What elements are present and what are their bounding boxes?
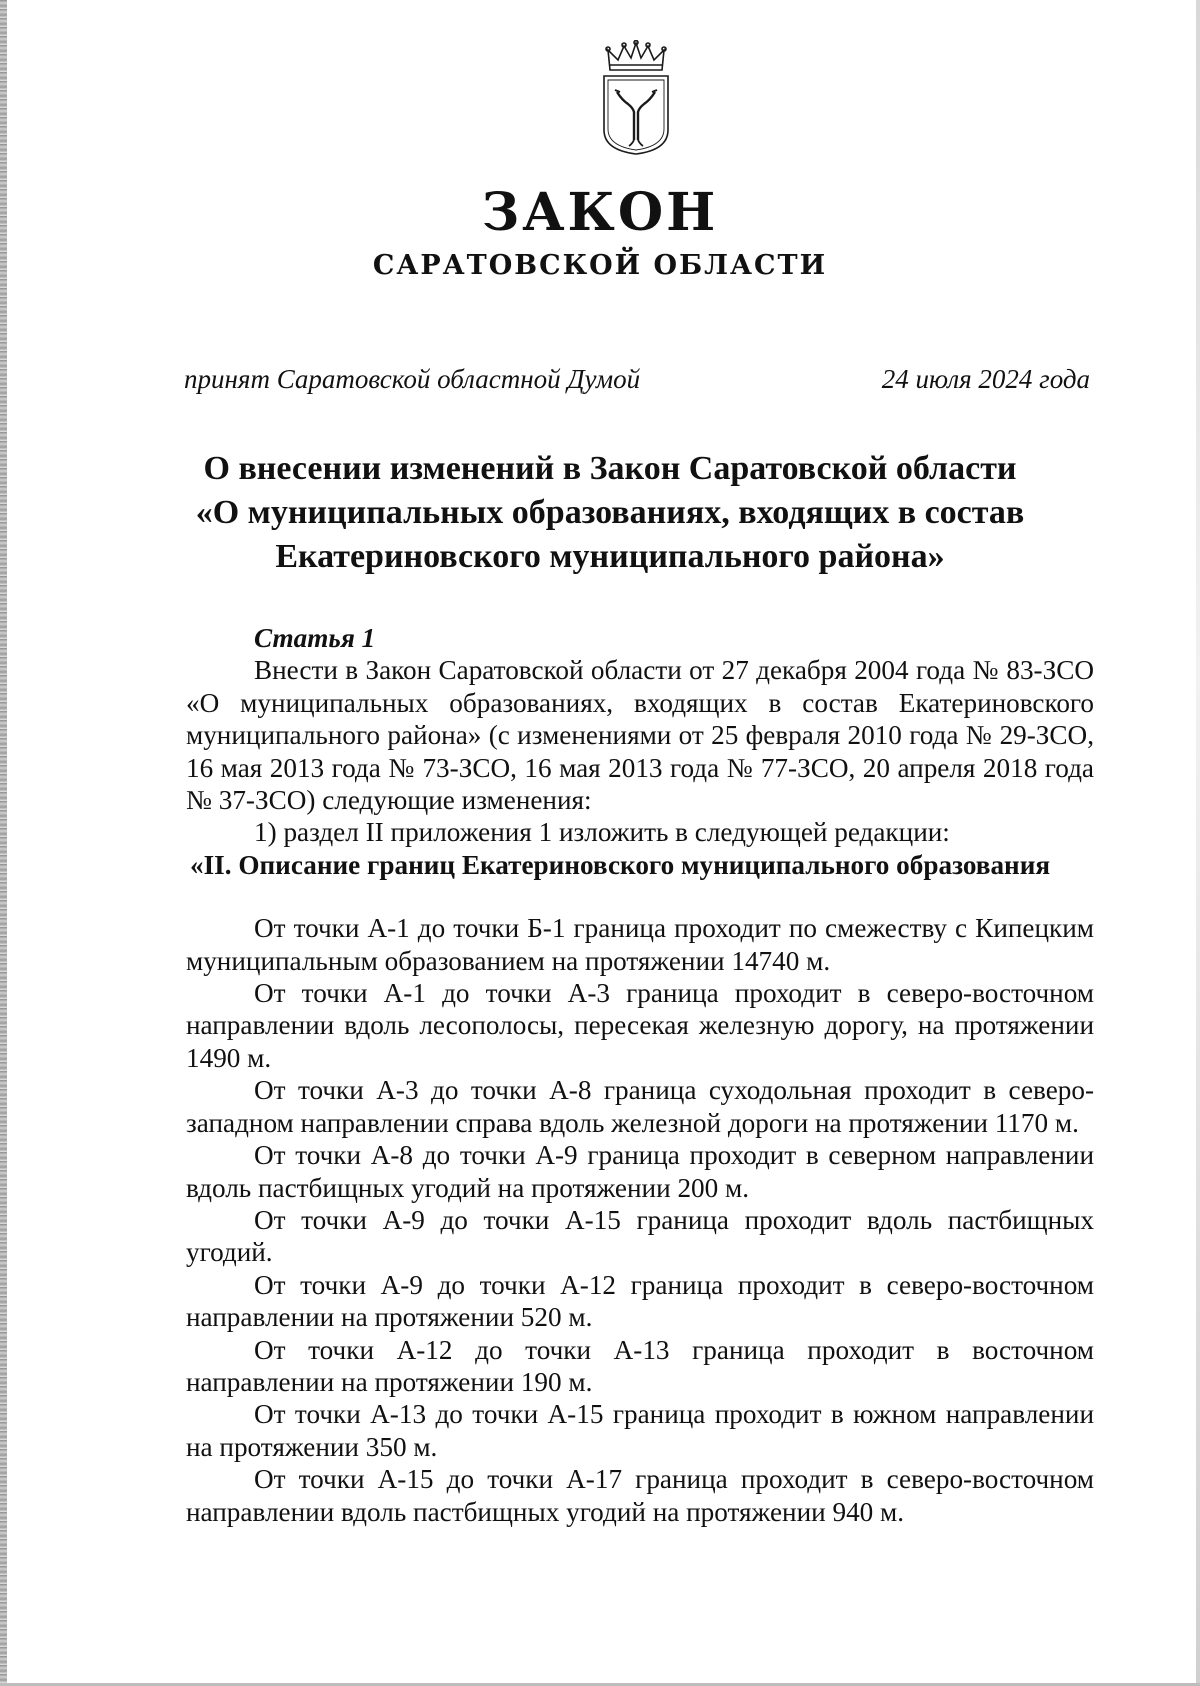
article-intro: Внести в Закон Саратовской области от 27 декабря 2004 года № 83-ЗСО «О муниципальных образованиях, входящих в состав Екатериновского муниципального района» (с изменениями от 25 февраля 2010 года № 29-ЗСО, 16 мая 2013 года № 73-ЗСО, 16 мая 2013 года № 77-ЗСО, 20 апреля 2018 года № 37-ЗСО) следующие изменения:: [186, 655, 1094, 816]
boundary-paragraph: От точки А-8 до точки А-9 граница проходит в северном направлении вдоль пастбищных угодий на протяжении 200 м.: [186, 1140, 1094, 1203]
article-item-1: 1) раздел II приложения 1 изложить в следующей редакции:: [254, 817, 950, 848]
law-body: [186, 622, 1094, 1528]
adopted-date: 24 июля 2024 года: [881, 364, 1090, 394]
boundary-paragraph: От точки А-9 до точки А-12 граница проходит в северо-восточном направлении на протяжении 520 м.: [186, 1269, 1094, 1333]
boundary-paragraph: От точки А-12 до точки А-13 граница проходит в восточном направлении на протяжении 190 м.: [186, 1334, 1094, 1397]
boundary-paragraph: От точки А-9 до точки А-15 граница проходит вдоль пастбищных угодий.: [186, 1204, 1094, 1268]
boundary-paragraph: От точки А-1 до точки Б-1 граница проходит по смежеству с Кипецким муниципальным образованием на протяжении 14740 м.: [186, 913, 1094, 976]
law-title-line-2: «О муниципальных образованиях, входящих в состав: [195, 494, 1025, 531]
boundary-paragraph: От точки А-15 до точки А-17 граница проходит в северо-восточном направлении вдоль пастбищных угодий на протяжении 940 м.: [186, 1464, 1094, 1527]
section-heading: «II. Описание границ Екатериновского муниципального образования: [190, 849, 1051, 880]
boundary-paragraph: От точки А-1 до точки А-3 граница проходит в северо-восточном направлении вдоль лесополосы, пересекая железную дорогу, на протяжении 1490 м.: [186, 978, 1094, 1073]
boundary-paragraph: От точки А-3 до точки А-8 граница суходольная проходит в северо-западном направлении справа вдоль железной дороги на протяжении 1170 м.: [186, 1075, 1094, 1138]
law-title-line-1: О внесении изменений в Закон Саратовской области: [203, 450, 1017, 487]
law-title-line-3: Екатериновского муниципального района»: [275, 538, 945, 575]
document-subtitle: САРАТОВСКОЙ ОБЛАСТИ: [372, 250, 828, 281]
document-title: ЗАКОН: [481, 182, 719, 243]
law-title: [150, 447, 1070, 579]
adopted-by: принят Саратовской областной Думой: [184, 364, 641, 394]
article-label: Статья 1: [254, 623, 376, 653]
coat-of-arms-icon: [598, 40, 674, 158]
boundary-paragraph: От точки А-13 до точки А-15 граница проходит в южном направлении на протяжении 350 м.: [186, 1399, 1094, 1462]
